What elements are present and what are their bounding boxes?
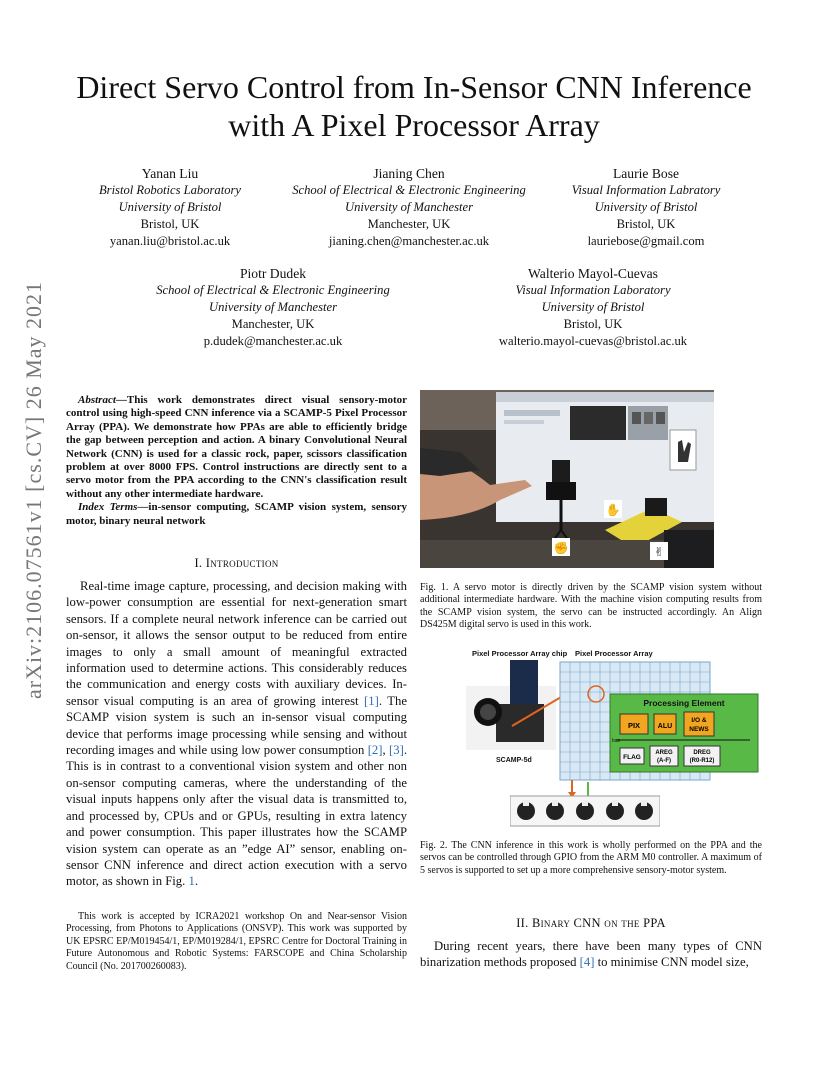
arxiv-id: arXiv:2106.07561v1 [cs.CV] 26 May 2021 (21, 280, 46, 700)
author-affiliation: Visual Information Laboratory (515, 283, 671, 297)
figure-1-caption: Fig. 1. A servo motor is directly driven by the SCAMP vision system without additional intermediate hardware. With the machine vision computing results from the SCAMP vision system, the servo can be instructed accordingly. An Align DS425M digital servo is used in this work. (420, 582, 762, 631)
author-location: Bristol, UK (140, 217, 200, 231)
author-name: Walterio Mayol-Cuevas (528, 266, 658, 281)
author-name: Laurie Bose (612, 166, 680, 181)
figure-1-photo (420, 390, 714, 568)
svg-text:✌: ✌ (653, 545, 665, 559)
paper-title (0, 68, 828, 144)
abstract-label: Abstract (78, 394, 116, 406)
citation-link[interactable]: [1] (364, 693, 379, 708)
chip-stand (510, 660, 538, 708)
section-title: Introduction (205, 556, 279, 570)
index-terms (66, 501, 407, 528)
label-processing-element: Processing Element (643, 698, 725, 708)
text-run: Real-time image capture, processing, and decision making with low-power consumption are essential for next-generation smart sensors. If a complete neural network inference can be carried out on-sensor, it allows the sensor output to be reduced from entire images to only a small amount of meaningful extracted information used to determine actions. This considerably reduces the communication and energy costs with auxiliary devices. In-sensor visual computing is an area of growing interest (66, 579, 407, 708)
dreg-block-line1: DREG (693, 750, 711, 756)
dreg-block-line2: (R0-R12) (689, 758, 715, 764)
svg-text:✋: ✋ (605, 503, 621, 517)
text-run: . The SCAMP vision system is such an in-sensor visual computing device that performs image processing while sensing and without recording images and while using low power consumption (66, 693, 407, 758)
text-run: . (194, 874, 199, 889)
index-terms-label: Index Terms (78, 501, 138, 514)
author-block (548, 165, 744, 250)
author-email[interactable]: lauriebose@gmail.com (587, 234, 705, 248)
author-location: Bristol, UK (616, 217, 676, 231)
footnote (66, 911, 407, 973)
author-affiliation: School of Electrical & Electronic Engineering (292, 183, 526, 197)
paragraph (420, 938, 762, 971)
introduction-body (66, 578, 407, 890)
section-heading-binary-cnn (420, 916, 762, 931)
io-block-line1: I/O & (691, 717, 707, 724)
author-location: Manchester, UK (367, 217, 451, 231)
areg-block-line2: (A-F) (657, 758, 671, 764)
author-email[interactable]: jianing.chen@manchester.ac.uk (328, 234, 490, 248)
author-email[interactable]: p.dudek@manchester.ac.uk (203, 334, 343, 348)
areg-block-line1: AREG (655, 750, 673, 756)
figure-2-diagram (460, 648, 770, 830)
title-line-2: with A Pixel Processor Array (228, 107, 600, 143)
servo-demo-photo (420, 390, 714, 568)
io-block-line2: NEWS (689, 726, 709, 733)
author-name: Yanan Liu (141, 166, 199, 181)
figure-2-caption: Fig. 2. The CNN inference in this work is wholly performed on the PPA and the servos can be controlled through GPIO from the ARM M0 controller. A maximum of 5 servos is supported to set up a more comprehensive sensory-motor system. (420, 840, 762, 876)
servo-icons (510, 794, 660, 828)
author-email[interactable]: yanan.liu@bristol.ac.uk (109, 234, 231, 248)
abstract-text: —This work demonstrates direct visual sensory-motor control using high-speed CNN inference via a SCAMP-5 Pixel Processor Array (PPA). We demonstrate how PPAs are able to efficiently bridge the gap between perception and action. A binary Convolutional Neural Network (CNN) is used for a classic rock, paper, scissors classification problem at over 8000 FPS. Control instructions are directly sent to a servo motor from the PPA according to the CNN's classification result without any other intermediate hardware. (66, 394, 407, 500)
author-block (470, 265, 716, 350)
arxiv-side-label (14, 275, 54, 705)
alu-block: ALU (657, 723, 673, 730)
flag-block: FLAG (623, 754, 641, 761)
text-run: to minimise CNN model size, (594, 955, 749, 970)
text-run: , (382, 743, 390, 758)
pix-block: PIX (627, 721, 641, 730)
label-ppa: Pixel Processor Array (575, 649, 653, 658)
label-ppa-chip: Pixel Processor Array chip (472, 649, 568, 658)
author-university: University of Bristol (594, 200, 698, 214)
author-university: University of Manchester (344, 200, 473, 214)
citation-link[interactable]: [2] (367, 743, 383, 758)
author-block (270, 165, 548, 250)
label-scamp: SCAMP-5d (496, 757, 532, 764)
svg-text:✊: ✊ (553, 541, 569, 555)
author-affiliation: School of Electrical & Electronic Engineering (156, 283, 390, 297)
index-terms-text: —in-sensor computing, SCAMP vision system, sensory motor, binary neural network (66, 501, 407, 527)
section-2-body (420, 938, 762, 971)
author-affiliation: Bristol Robotics Laboratory (98, 183, 242, 197)
text-run: During recent years, there have been many types of CNN binarization methods proposed (420, 939, 762, 970)
figure-link[interactable]: 1 (188, 874, 195, 889)
author-name: Piotr Dudek (239, 266, 307, 281)
author-location: Manchester, UK (231, 317, 315, 331)
text-run: . This is in contrast to a conventional vision system and other non on-sensor computing cameras, where the understanding of the visual inputs happens only after the visual data is transmitted to, and processed by, CPUs and or GPUs, resulting in extra latency and power consumption. This paper illustrates how the SCAMP vision system can operate as an ”edge AI” sensor, enabling on-sensor CNN inference and direct action execution with a servo motor, as shown in Fig. (66, 743, 407, 889)
section-title: Binary CNN on the PPA (531, 916, 666, 930)
section-heading-introduction (66, 556, 407, 571)
author-university: University of Bristol (118, 200, 222, 214)
citation-link[interactable]: [3] (389, 743, 404, 758)
author-university: University of Bristol (541, 300, 645, 314)
author-university: University of Manchester (208, 300, 337, 314)
author-affiliation: Visual Information Labratory (571, 183, 721, 197)
author-location: Bristol, UK (563, 317, 623, 331)
title-line-1: Direct Servo Control from In-Sensor CNN Inference (76, 69, 752, 105)
author-email[interactable]: walterio.mayol-cuevas@bristol.ac.uk (498, 334, 688, 348)
abstract-paragraph (66, 394, 407, 501)
footnote-text: This work is accepted by ICRA2021 workshop On and Near-sensor Vision Processing, from Photons to Applications (ONSVP). This work was supported by UK EPSRC EP/M019454/1, EP/M019284/1, EPSRC Centre for Doctoral Training in Future Autonomous and Robotic Systems: FARSCOPE and China Scholarship Council (No. 201700260083). (66, 911, 407, 972)
citation-link[interactable]: [4] (579, 955, 595, 970)
author-name: Jianing Chen (373, 166, 445, 181)
author-block (70, 165, 270, 250)
section-number: II. (516, 916, 529, 930)
bus-label: bus (612, 738, 621, 744)
section-number: I. (194, 556, 203, 570)
paragraph (66, 578, 407, 890)
abstract (66, 394, 407, 528)
author-block (130, 265, 416, 350)
